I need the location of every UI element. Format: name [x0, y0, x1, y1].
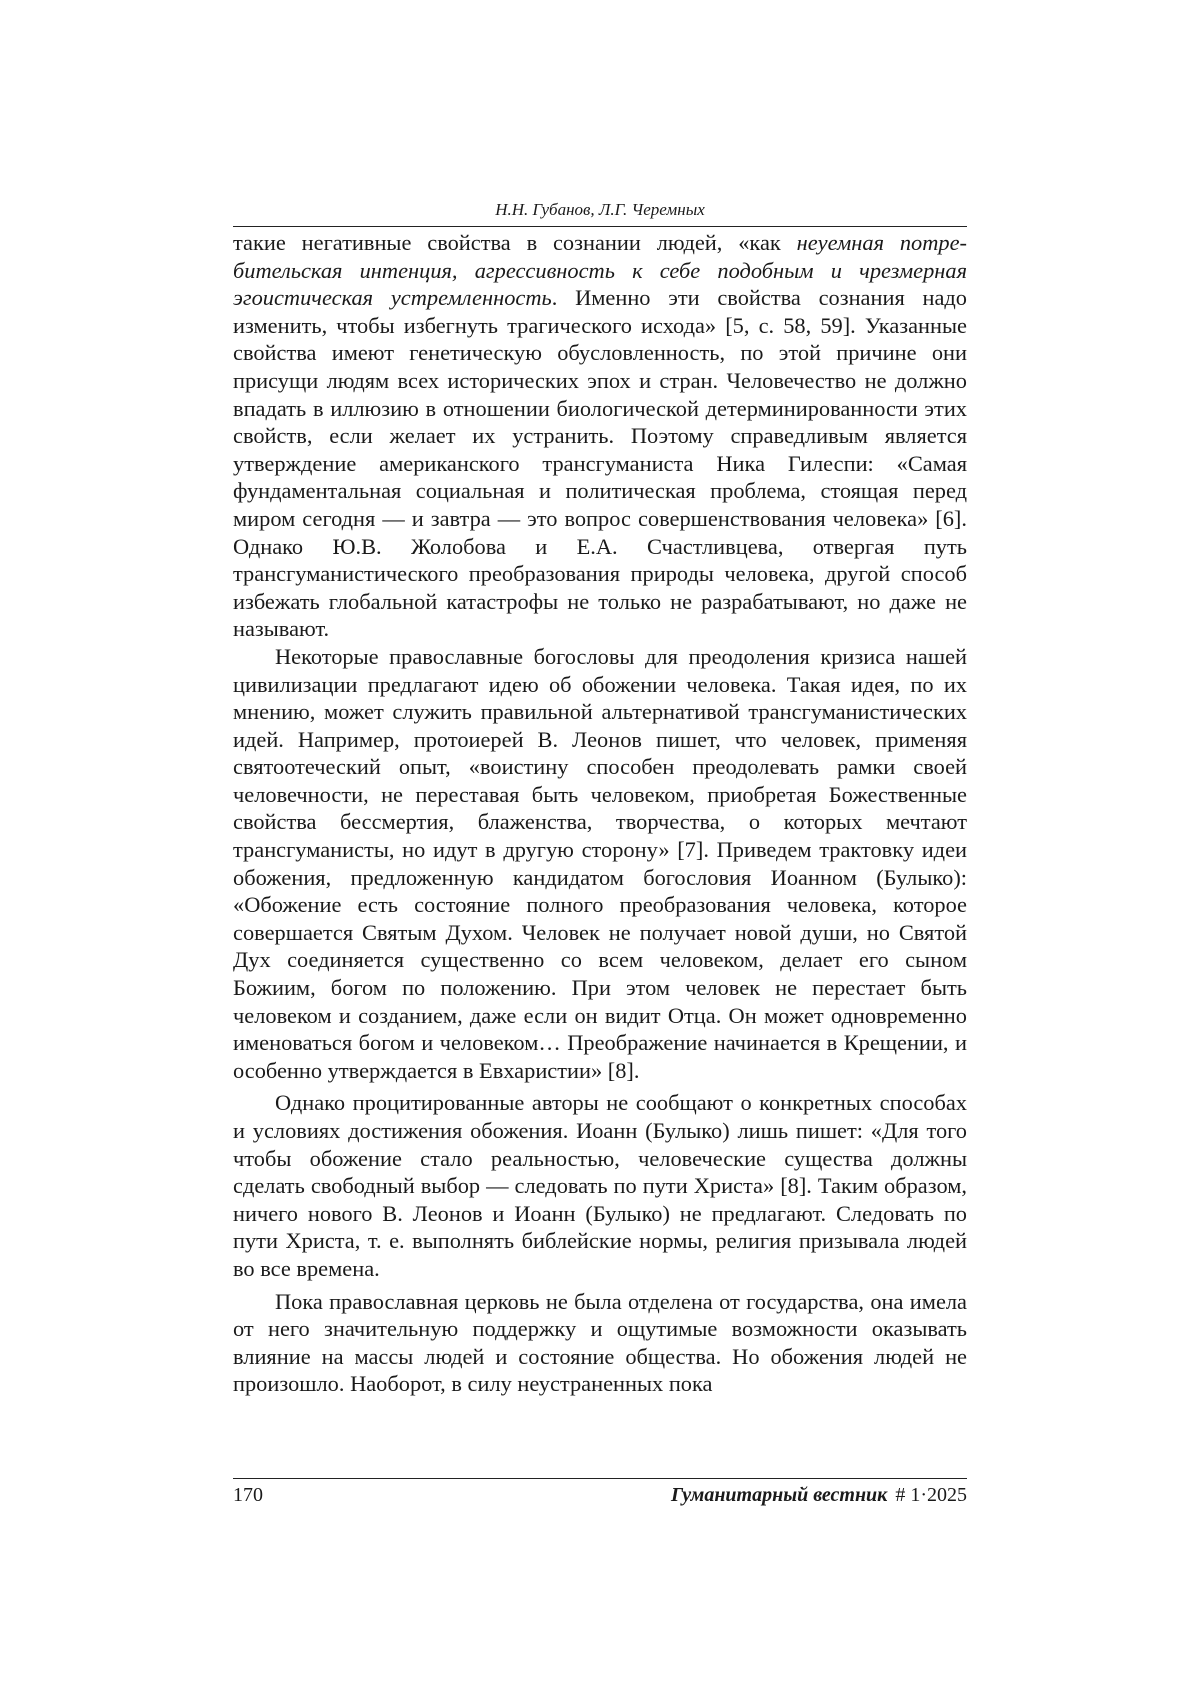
journal-issue: # 1·2025: [895, 1484, 967, 1506]
paragraph-1-lead: такие негативные свойства в сознании людей, «как: [233, 230, 797, 255]
paragraph-1: [233, 229, 967, 643]
page-content: [233, 200, 967, 1398]
paragraph-4: Пока православная церковь не была отделена от государства, она имела от него значительную поддержку и ощутимые возможности оказывать влияние на массы людей и состояние общества. Но обожения людей не произошло. Наоборот, в силу неустраненных пока: [233, 1288, 967, 1397]
journal-title: Гуманитарный вестник: [671, 1484, 888, 1506]
page-footer: [233, 1478, 967, 1507]
article-body: [233, 229, 967, 1398]
journal-info: [671, 1483, 967, 1507]
page-number: 170: [233, 1484, 263, 1506]
paragraph-1-quote-italic: неуемная потребительская интенция, агрессивность к себе подобным и чрезмерная эгоистическая устремленность: [233, 230, 967, 311]
paragraph-1-rest: . Именно эти свойства сознания надо изменить, чтобы избегнуть трагического исхода» [5, с. 58, 59]. Указанные свойства имеют генетическую обусловленность, по этой причине они присущи людям всех исторических эпох и стран. Человечество не должно впадать в иллюзию в отношении биологической детерминированности этих свойств, если желает их устранить. Поэтому справедливым является утверждение американского трансгуманиста Ника Гилеспи: «Самая фундаментальная социальная и политическая проблема, стоящая перед миром сегодня — и завтра — это вопрос совершенствования человека» [6]. Однако Ю.В. Жолобова и Е.А. Счастливцева, отвергая путь трансгуманистического преобразования природы человека, другой способ избежать глобальной катастрофы не только не разрабатывают, но даже не называют.: [233, 285, 968, 642]
running-head: Н.Н. Губанов, Л.Г. Черемных: [233, 200, 967, 227]
paragraph-2: Некоторые православные богословы для преодоления кризиса нашей цивилизации предлагают идею об обожении человека. Такая идея, по их мнению, может служить правильной альтернативой трансгуманистических идей. Например, протоиерей В. Леонов пишет, что человек, применяя святоотеческий опыт, «воистину способен преодолевать рамки своей человечности, не переставая быть человеком, приобретая Божественные свойства бессмертия, блаженства, творчества, о которых мечтают трансгуманисты, но идут в другую сторону» [7]. Приведем трактовку идеи обожения, предложенную кандидатом богословия Иоанном (Булыко): «Обожение есть состояние полного преобразования человека, которое совершается Святым Духом. Человек не получает новой души, но Святой Дух соединяется существенно со всем человеком, делает его сыном Божиим, богом по положению. При этом человек не перестает быть человеком и созданием, даже если он видит Отца. Он может одновременно именоваться богом и человеком… Преображение начинается в Крещении, и особенно утверждается в Евхаристии» [8].: [233, 643, 967, 1083]
paragraph-3: Однако процитированные авторы не сообщают о конкретных способах и условиях достижения обожения. Иоанн (Булыко) лишь пишет: «Для того чтобы обожение стало реальностью, человеческие существа должны сделать свободный выбор — следовать по пути Христа» [8]. Таким образом, ничего нового В. Леонов и Иоанн (Булыко) не предлагают. Следовать по пути Христа, т. е. выполнять библейские нормы, религия призывала людей во все времена.: [233, 1090, 967, 1281]
